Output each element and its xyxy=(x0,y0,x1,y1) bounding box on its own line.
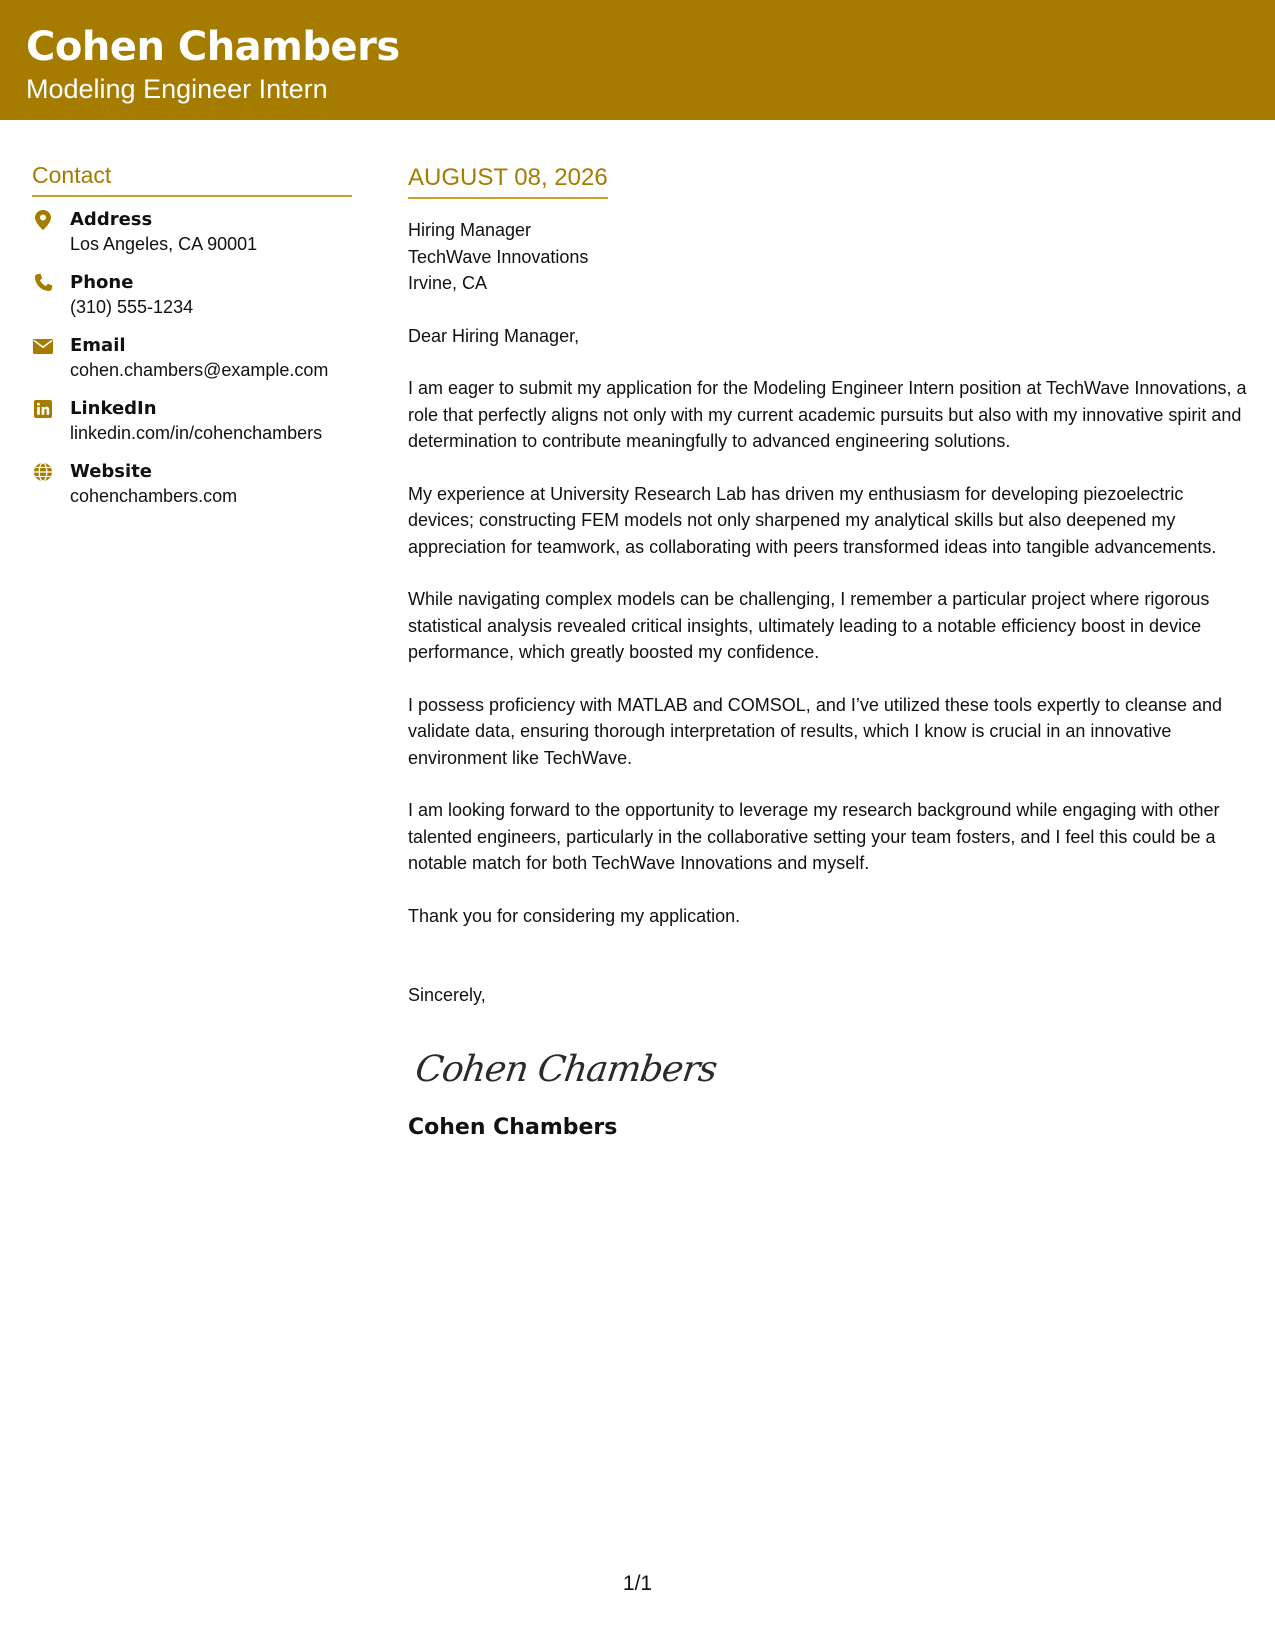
contact-item-address xyxy=(32,207,352,270)
svg-text:Cohen Chambers: Cohen Chambers xyxy=(412,1046,720,1090)
linkedin-value[interactable]: linkedin.com/in/cohenchambers xyxy=(70,423,323,443)
letter-body xyxy=(408,162,1248,1143)
letter-paragraph: I possess proficiency with MATLAB and COMSOL, and I’ve utilized these tools expertly to cleanse and validate data, ensuring thorough interpretation of results, which I know is crucial in an innovative environment like TechWave. xyxy=(408,694,1223,768)
recipient-location: Irvine, CA xyxy=(408,273,488,293)
envelope-icon xyxy=(32,335,54,357)
letter-paragraph: While navigating complex models can be challenging, I remember a particular project where rigorous statistical analysis revealed critical insights, ultimately leading to a notable efficiency boost in device performance, which greatly boosted my confidence. xyxy=(408,589,1210,662)
applicant-role: Modeling Engineer Intern xyxy=(26,74,328,104)
contact-label: LinkedIn xyxy=(70,398,157,419)
signed-name: Cohen Chambers xyxy=(408,1114,618,1140)
handwritten-signature xyxy=(412,1039,1248,1099)
letter-paragraph: Thank you for considering my application. xyxy=(408,905,741,926)
contact-heading: Contact xyxy=(32,160,352,197)
recipient-company: TechWave Innovations xyxy=(408,246,589,267)
map-pin-icon xyxy=(32,209,54,231)
recipient-block xyxy=(408,217,1248,297)
contact-item-phone xyxy=(32,270,352,333)
contact-item-linkedin xyxy=(32,396,352,459)
contact-label: Phone xyxy=(70,272,134,293)
recipient-title: Hiring Manager xyxy=(408,220,532,240)
closing: Sincerely, xyxy=(408,985,486,1005)
letter-paragraph: I am eager to submit my application for the Modeling Engineer Intern position at TechWave Innovations, a role that perfectly aligns not only with my current academic pursuits but also with my innovative spirit and determination to contribute meaningfully to advanced engineering solutions. xyxy=(408,378,1247,451)
header-banner xyxy=(0,0,1275,120)
letter-paragraph: I am looking forward to the opportunity to leverage my research background while engaging with other talented engineers, particularly in the collaborative setting your team fosters, and I feel this could be a notable match for both TechWave Innovations and myself. xyxy=(408,800,1220,873)
email-value[interactable]: cohen.chambers@example.com xyxy=(70,360,329,380)
applicant-name: Cohen Chambers xyxy=(26,24,400,70)
contact-list xyxy=(32,207,352,522)
contact-label: Website xyxy=(70,461,153,482)
salutation: Dear Hiring Manager, xyxy=(408,325,580,346)
address-value: Los Angeles, CA 90001 xyxy=(70,234,258,254)
letter-date: AUGUST 08, 2026 xyxy=(408,162,608,199)
letter-paragraph: My experience at University Research Lab has driven my enthusiasm for developing piezoelectric devices; constructing FEM models not only sharpened my analytical skills but also deepened my appreciation for teamwork, as collaborating with peers transformed ideas into tangible advancements. xyxy=(408,483,1217,557)
phone-icon xyxy=(32,272,54,294)
phone-value: (310) 555-1234 xyxy=(70,297,194,317)
contact-label: Address xyxy=(70,209,153,230)
contact-sidebar xyxy=(32,160,352,522)
page-number: 1/1 xyxy=(622,1572,653,1595)
linkedin-icon xyxy=(32,398,54,420)
website-value[interactable]: cohenchambers.com xyxy=(70,486,238,506)
contact-label: Email xyxy=(70,335,126,356)
globe-icon xyxy=(32,461,54,483)
contact-item-website xyxy=(32,459,352,522)
contact-item-email xyxy=(32,333,352,396)
